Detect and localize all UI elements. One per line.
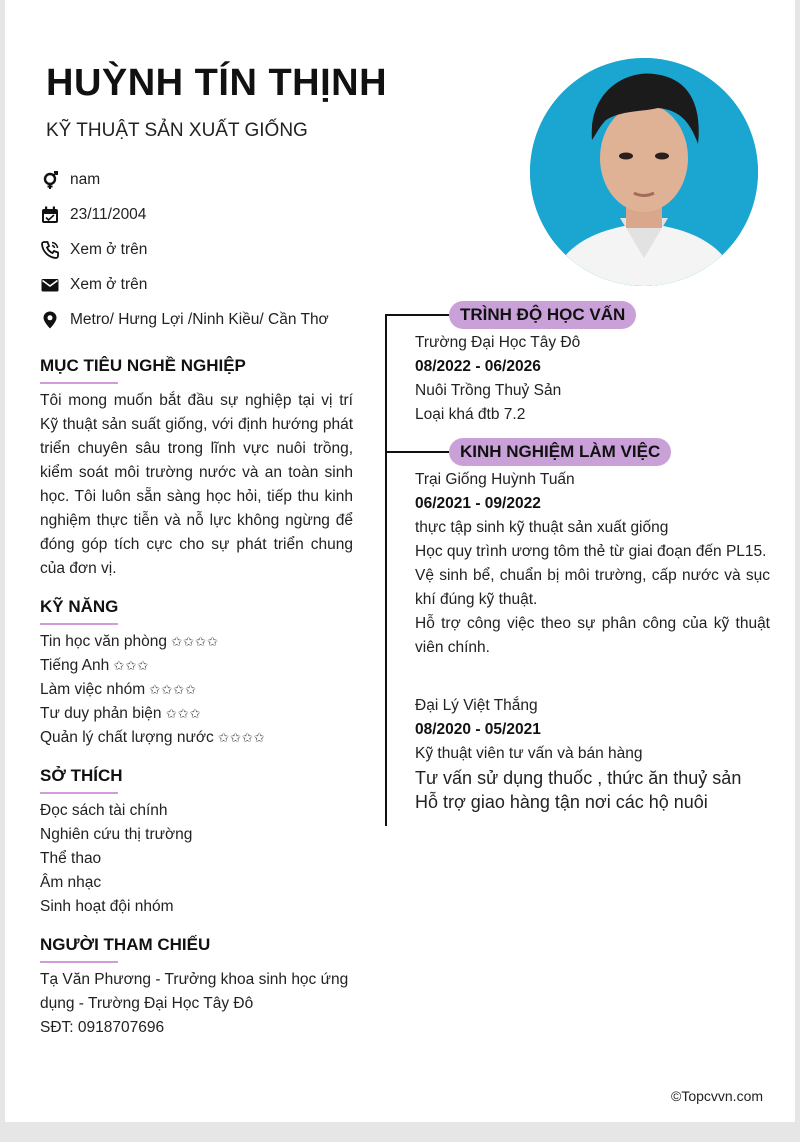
- gender-row: [40, 169, 100, 191]
- birthday-row: [40, 204, 146, 226]
- references-text: Tạ Văn Phương - Trưởng khoa sinh học ứng dụng - Trường Đại Học Tây Đô: [40, 971, 349, 1012]
- objective-text: Tôi mong muốn bắt đầu sự nghiệp tại vị trí Kỹ thuật sản suất giống, với định hướng phát triển chuyên sâu trong lĩnh vực nuôi trồng, kiểm soát môi trường nước và an toàn sinh học. Tôi luôn sẵn sàng học hỏi, tiếp thu kinh nghiệm thực tiễn và nỗ lực không ngừng để đóng góp tích cực cho sự phát triển chung của đơn vị.: [40, 392, 353, 577]
- skills-underline: [40, 623, 118, 625]
- education-title: TRÌNH ĐỘ HỌC VẤN: [449, 301, 636, 329]
- skill-item: Làm việc nhóm ✩✩✩✩: [40, 681, 197, 698]
- company-name: Trại Giống Huỳnh Tuấn: [415, 471, 575, 488]
- education-major: Nuôi Trồng Thuỷ Sản: [415, 382, 562, 399]
- hobbies-underline: [40, 792, 118, 794]
- hobby-item: Âm nhạc: [40, 874, 102, 891]
- star-rating: ✩✩✩✩: [149, 682, 197, 697]
- birthday-value: 23/11/2004: [70, 206, 147, 223]
- location-pin-icon: [40, 310, 60, 330]
- phone-value: Xem ở trên: [70, 241, 148, 258]
- star-rating: ✩✩✩✩: [218, 730, 266, 745]
- gender-icon: [40, 170, 60, 190]
- hobbies-title: SỞ THÍCH: [40, 766, 123, 785]
- job-duty: Học quy trình ương tôm thẻ từ giai đoạn đến PL15.: [415, 543, 767, 560]
- hobby-item: Thể thao: [40, 850, 102, 867]
- objective-title: MỤC TIÊU NGHỀ NGHIỆP: [40, 356, 246, 375]
- skill-item: Quản lý chất lượng nước ✩✩✩✩: [40, 729, 266, 746]
- job-period: 08/2020 - 05/2021: [415, 721, 541, 738]
- email-value: Xem ở trên: [70, 276, 148, 293]
- hobby-item: Sinh hoạt đội nhóm: [40, 898, 174, 915]
- objective-underline: [40, 382, 118, 384]
- education-period: 08/2022 - 06/2026: [415, 358, 541, 375]
- skills-title: KỸ NĂNG: [40, 597, 119, 616]
- experience-job-2: [415, 694, 770, 814]
- candidate-name: HUỲNH TÍN THỊNH: [46, 62, 388, 104]
- star-rating: ✩✩✩: [165, 706, 202, 721]
- references-phone: SĐT: 0918707696: [40, 1019, 165, 1036]
- calendar-icon: [40, 205, 60, 225]
- hobbies-list: [40, 799, 192, 919]
- skill-item: Tư duy phản biện ✩✩✩: [40, 705, 202, 722]
- job-role: Kỹ thuật viên tư vấn và bán hàng: [415, 745, 643, 762]
- copyright-text: ©Topcvvn.com: [671, 1088, 764, 1104]
- school-name: Trường Đại Học Tây Đô: [415, 334, 581, 351]
- address-value: Metro/ Hưng Lợi /Ninh Kiều/ Cần Thơ: [70, 311, 329, 328]
- gender-value: nam: [70, 171, 101, 188]
- cv-page: [5, 0, 795, 1122]
- timeline-connector-experience: [385, 451, 449, 453]
- address-row: [40, 309, 329, 331]
- envelope-icon: [40, 275, 60, 295]
- star-rating: ✩✩✩✩: [171, 634, 219, 649]
- job-duty: Tư vấn sử dụng thuốc , thức ăn thuỷ sản: [415, 768, 742, 788]
- phone-icon: [40, 240, 60, 260]
- references-underline: [40, 961, 118, 963]
- experience-title: KINH NGHIỆM LÀM VIỆC: [449, 438, 671, 466]
- phone-row: [40, 239, 147, 261]
- references-title: NGƯỜI THAM CHIẾU: [40, 935, 211, 954]
- job-title: KỸ THUẬT SẢN XUẤT GIỐNG: [46, 120, 308, 141]
- profile-photo: [530, 58, 758, 286]
- experience-job-1: [415, 468, 770, 660]
- job-duty: Hỗ trợ công việc theo sự phân công của kỹ thuật viên chính.: [415, 615, 770, 656]
- hobby-item: Nghiên cứu thị trường: [40, 826, 193, 843]
- hobby-item: Đọc sách tài chính: [40, 802, 168, 819]
- education-block: [415, 331, 770, 427]
- timeline-line: [385, 314, 387, 826]
- job-role: thực tập sinh kỹ thuật sản xuất giống: [415, 519, 669, 536]
- education-grade: Loại khá đtb 7.2: [415, 406, 526, 423]
- job-period: 06/2021 - 09/2022: [415, 495, 541, 512]
- skill-item: Tin học văn phòng ✩✩✩✩: [40, 633, 219, 650]
- company-name: Đại Lý Việt Thắng: [415, 697, 538, 714]
- skill-item: Tiếng Anh ✩✩✩: [40, 657, 150, 674]
- skills-list: [40, 630, 266, 750]
- job-duty: Hỗ trợ giao hàng tận nơi các hộ nuôi: [415, 792, 708, 812]
- timeline-connector-education: [385, 314, 449, 316]
- star-rating: ✩✩✩: [113, 658, 150, 673]
- job-duty: Vệ sinh bể, chuẩn bị môi trường, cấp nước và sục khí đúng kỹ thuật.: [415, 567, 770, 608]
- email-row: [40, 274, 147, 296]
